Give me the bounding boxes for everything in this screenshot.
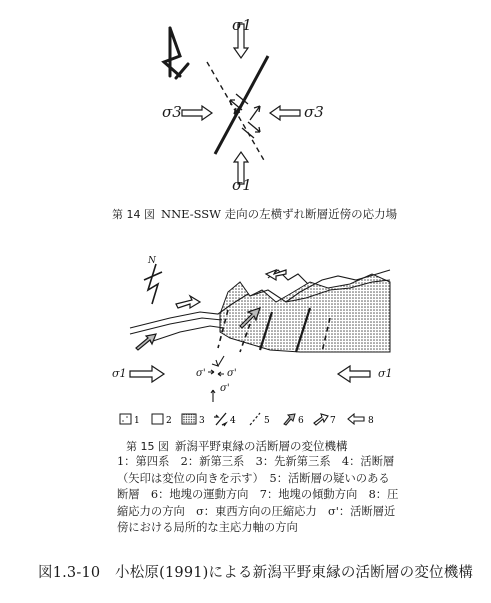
fig15-sigma1-left: σ1	[112, 367, 127, 380]
fig15-north-label: N	[148, 256, 156, 266]
legend-number-4: 4	[230, 416, 236, 426]
legend-tilt-icon	[314, 414, 328, 425]
legend-number-2: 2	[166, 416, 172, 426]
north-arrow-icon	[164, 28, 188, 78]
fig15-legend-text: 1：第四系 2：新第三系 3：先新第三系 4：活断層（矢印は変位の向きを示す） 5：活断層の疑いのある断層 6：地塊の運動方向 7：地塊の傾動方向 8：圧縮応力の方向 σ：東西方向の圧縮応力 σ'：活断層近傍における局所的な主応力軸の方向	[117, 455, 399, 534]
fig14-caption-text: NNE-SSW 走向の左横ずれ断層近傍の応力場	[161, 207, 398, 221]
fig15-sigma1-right: σ1	[378, 367, 393, 380]
legend-number-3: 3	[199, 416, 205, 426]
local-stress-arrows	[208, 356, 224, 402]
fig15-caption	[126, 438, 456, 455]
sigma1-label-top: σ1	[232, 16, 252, 34]
fig14-caption	[112, 206, 442, 223]
legend-number-5: 5	[264, 416, 270, 426]
legend-number-8: 8	[368, 416, 374, 426]
fig15-sigma-prime-left: σ'	[196, 368, 206, 379]
north-arrow-icon	[144, 264, 162, 304]
sigma1-label-bottom: σ1	[232, 176, 252, 194]
fig15-caption-number: 第 15 図	[126, 440, 169, 453]
legend-active-fault-icon	[214, 413, 226, 426]
main-caption: 図1.3-10 小松原(1991)による新潟平野東縁の活断層の変位機構	[38, 565, 474, 581]
legend-swatch-quaternary	[120, 414, 131, 424]
fig14-caption-number: 第 14 図	[112, 208, 155, 221]
legend-suspected-fault-icon	[250, 413, 260, 425]
pre-neogene-basement	[220, 274, 390, 352]
legend-block-motion-icon	[284, 414, 295, 425]
fig15-legend-symbols	[118, 411, 448, 429]
legend-compression-icon	[348, 414, 364, 424]
sigma3-label-right: σ3	[304, 103, 324, 121]
legend-number-6: 6	[298, 416, 304, 426]
compression-arrows	[130, 366, 370, 382]
fig15-sigma-prime-bottom: σ'	[220, 383, 230, 394]
legend-number-7: 7	[330, 416, 336, 426]
legend-swatch-neogene	[152, 414, 163, 424]
fig15-sigma-prime-right: σ'	[227, 368, 237, 379]
legend-number-1: 1	[134, 416, 140, 426]
fig15-caption-title: 新潟平野東縁の活断層の変位機構	[175, 439, 348, 453]
sigma3-arrow-left	[182, 106, 212, 120]
sigma3-arrow-right	[270, 106, 300, 120]
fig15-diagram	[100, 252, 470, 427]
sigma3-label-left: σ3	[162, 103, 182, 121]
